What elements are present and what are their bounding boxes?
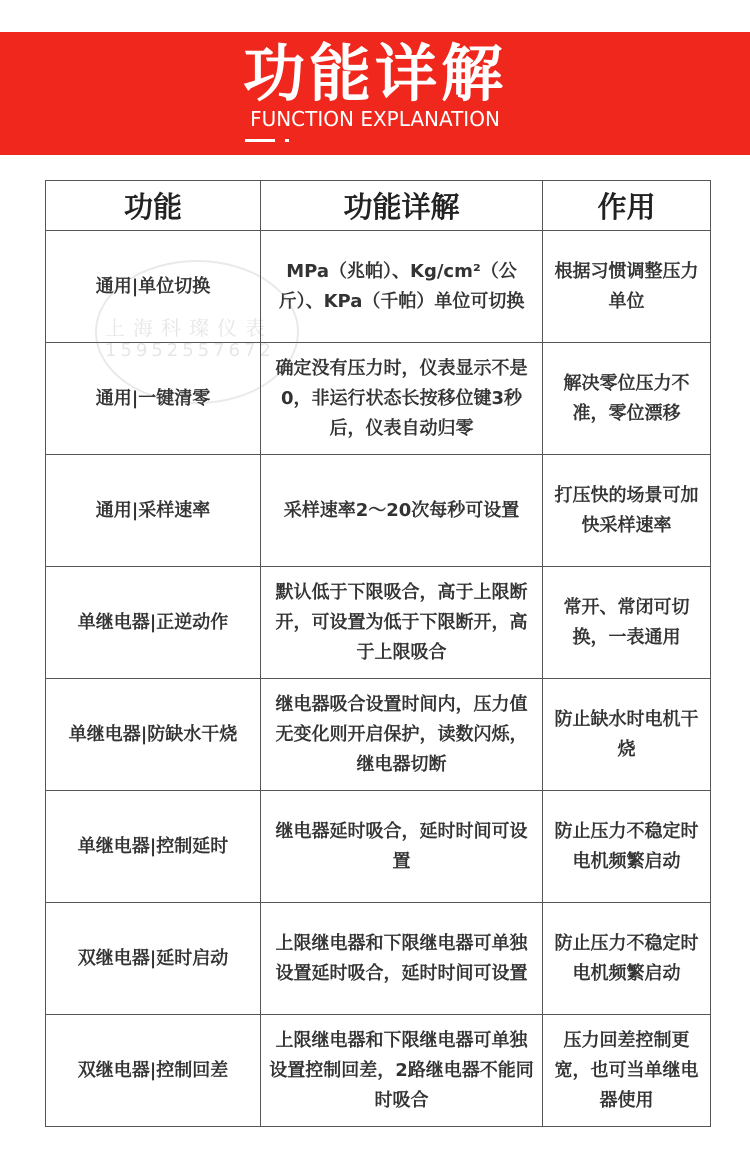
decor-dot — [285, 139, 289, 142]
effect-cell: 根据习惯调整压力单位 — [543, 231, 711, 343]
table-row — [46, 343, 711, 455]
effect-cell: 解决零位压力不准，零位漂移 — [543, 343, 711, 455]
function-cell: 通用|采样速率 — [46, 455, 261, 567]
decor-line — [245, 139, 275, 142]
watermark-phone: 15952557672 — [105, 340, 275, 361]
function-table-wrapper — [45, 180, 710, 1127]
function-cell: 双继电器|延时启动 — [46, 903, 261, 1015]
detail-cell: 默认低于下限吸合，高于上限断开，可设置为低于下限断开，高于上限吸合 — [261, 567, 543, 679]
function-cell: 通用|一键清零 — [46, 343, 261, 455]
column-header-effect: 作用 — [543, 181, 711, 231]
effect-cell: 压力回差控制更宽，也可当单继电器使用 — [543, 1015, 711, 1127]
effect-cell: 防止压力不稳定时电机频繁启动 — [543, 791, 711, 903]
function-cell: 单继电器|控制延时 — [46, 791, 261, 903]
detail-cell: 继电器延时吸合，延时时间可设置 — [261, 791, 543, 903]
table-row — [46, 231, 711, 343]
detail-cell: 确定没有压力时，仪表显示不是0，非运行状态长按移位键3秒后，仪表自动归零 — [261, 343, 543, 455]
watermark-company: 上海科璨仪表 — [105, 316, 273, 340]
detail-cell: 采样速率2～20次每秒可设置 — [261, 455, 543, 567]
table-row — [46, 1015, 711, 1127]
table-header-row — [46, 181, 711, 231]
column-header-detail: 功能详解 — [261, 181, 543, 231]
page-subtitle: FUNCTION EXPLANATION — [250, 107, 500, 131]
header-banner — [0, 32, 750, 155]
detail-cell: 继电器吸合设置时间内，压力值无变化则开启保护，读数闪烁，继电器切断 — [261, 679, 543, 791]
effect-cell: 防止缺水时电机干烧 — [543, 679, 711, 791]
title-decoration — [245, 139, 315, 142]
table-row — [46, 455, 711, 567]
effect-cell: 常开、常闭可切换，一表通用 — [543, 567, 711, 679]
detail-cell: MPa（兆帕）、Kg/cm²（公斤）、KPa（千帕）单位可切换 — [261, 231, 543, 343]
detail-cell: 上限继电器和下限继电器可单独设置控制回差，2路继电器不能同时吸合 — [261, 1015, 543, 1127]
table-row — [46, 791, 711, 903]
function-cell: 单继电器|正逆动作 — [46, 567, 261, 679]
effect-cell: 打压快的场景可加快采样速率 — [543, 455, 711, 567]
function-table — [45, 180, 711, 1127]
function-cell: 通用|单位切换 — [46, 231, 261, 343]
table-row — [46, 903, 711, 1015]
table-row — [46, 679, 711, 791]
effect-cell: 防止压力不稳定时电机频繁启动 — [543, 903, 711, 1015]
page-title: 功能详解 — [242, 37, 507, 110]
table-row — [46, 567, 711, 679]
detail-cell: 上限继电器和下限继电器可单独设置延时吸合，延时时间可设置 — [261, 903, 543, 1015]
function-cell: 单继电器|防缺水干烧 — [46, 679, 261, 791]
column-header-function: 功能 — [46, 181, 261, 231]
function-cell: 双继电器|控制回差 — [46, 1015, 261, 1127]
